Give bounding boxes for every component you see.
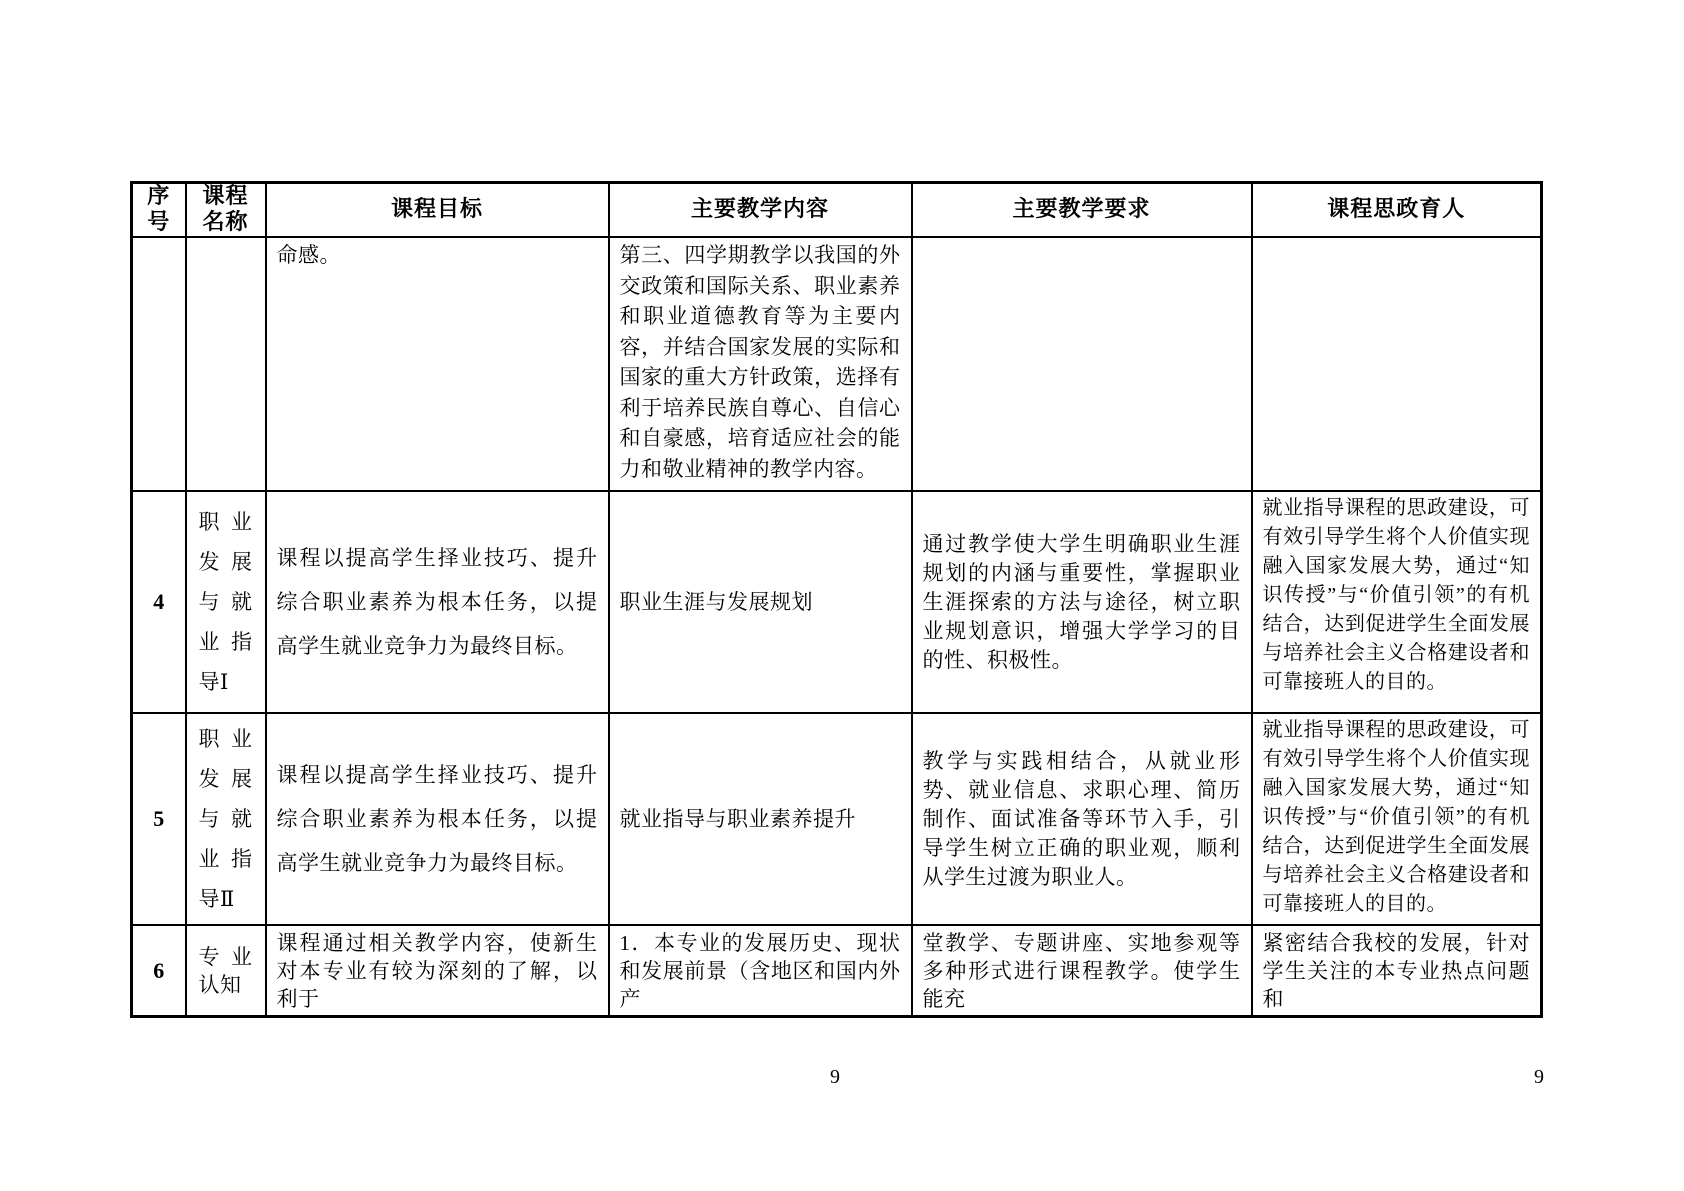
table-row-4	[132, 491, 1542, 713]
cell-course-goal: 课程以提高学生择业技巧、提升综合职业素养为根本任务，以提高学生就业竞争力为最终目标。	[266, 713, 609, 925]
cell-course-name: 职业发展与就业指导Ⅱ	[186, 713, 266, 925]
course-plan-table	[130, 181, 1543, 1018]
header-teaching-content: 主要教学内容	[609, 183, 912, 238]
cell-teaching-content: 职业生涯与发展规划	[609, 491, 912, 713]
cell-teaching-content: 第三、四学期教学以我国的外交政策和国际关系、职业素养和职业道德教育等为主要内容，并结合国家发展的实际和国家的重大方针政策，选择有利于培养民族自尊心、自信心和自豪感，培育适应社会的能力和敬业精神的教学内容。	[609, 237, 912, 491]
cell-course-goal: 课程以提高学生择业技巧、提升综合职业素养为根本任务，以提高学生就业竞争力为最终目标。	[266, 491, 609, 713]
table-header-row	[132, 183, 1542, 238]
table-row-6	[132, 925, 1542, 1017]
table-row-continuation	[132, 237, 1542, 491]
cell-ideology-education: 紧密结合我校的发展，针对学生关注的本专业热点问题和	[1252, 925, 1542, 1017]
cell-teaching-requirement: 通过教学使大学生明确职业生涯规划的内涵与重要性，掌握职业生涯探索的方法与途径，树立职业规划意识，增强大学学习的目的性、积极性。	[912, 491, 1252, 713]
cell-serial-number: 6	[132, 925, 186, 1017]
cell-teaching-content: 就业指导与职业素养提升	[609, 713, 912, 925]
cell-course-goal: 命感。	[266, 237, 609, 491]
cell-serial-number: 5	[132, 713, 186, 925]
cell-ideology-education: 就业指导课程的思政建设，可有效引导学生将个人价值实现融入国家发展大势，通过“知识传授”与“价值引领”的有机结合，达到促进学生全面发展与培养社会主义合格建设者和可靠接班人的目的。	[1252, 713, 1542, 925]
table-row-5	[132, 713, 1542, 925]
page-number-center: 9	[830, 1066, 840, 1088]
cell-teaching-requirement: 堂教学、专题讲座、实地参观等多种形式进行课程教学。使学生能充	[912, 925, 1252, 1017]
cell-ideology-education	[1252, 237, 1542, 491]
cell-teaching-content: 1．本专业的发展历史、现状和发展前景（含地区和国内外产	[609, 925, 912, 1017]
cell-serial-number: 4	[132, 491, 186, 713]
cell-course-goal: 课程通过相关教学内容，使新生对本专业有较为深刻的了解，以利于	[266, 925, 609, 1017]
cell-serial-number	[132, 237, 186, 491]
header-teaching-requirement: 主要教学要求	[912, 183, 1252, 238]
cell-teaching-requirement	[912, 237, 1252, 491]
header-course-name: 课程名称	[186, 183, 266, 238]
cell-course-name	[186, 237, 266, 491]
header-serial-number: 序号	[132, 183, 186, 238]
header-course-goal: 课程目标	[266, 183, 609, 238]
page-number-right: 9	[1534, 1066, 1544, 1088]
cell-teaching-requirement: 教学与实践相结合，从就业形势、就业信息、求职心理、简历制作、面试准备等环节入手，引导学生树立正确的职业观，顺利从学生过渡为职业人。	[912, 713, 1252, 925]
cell-course-name: 专业认知	[186, 925, 266, 1017]
cell-ideology-education: 就业指导课程的思政建设，可有效引导学生将个人价值实现融入国家发展大势，通过“知识传授”与“价值引领”的有机结合，达到促进学生全面发展与培养社会主义合格建设者和可靠接班人的目的。	[1252, 491, 1542, 713]
cell-course-name: 职业发展与就业指导Ⅰ	[186, 491, 266, 713]
header-ideology-education: 课程思政育人	[1252, 183, 1542, 238]
